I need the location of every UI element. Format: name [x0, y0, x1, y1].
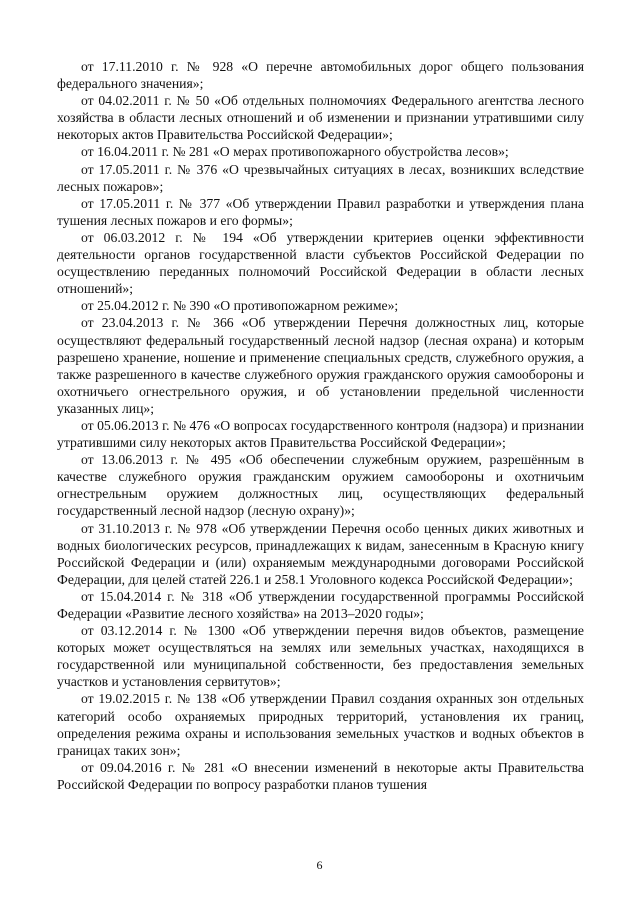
- paragraph-decree-50: от 04.02.2011 г. № 50 «Об отдельных полномочиях Федерального агентства лесного хозяйства в области лесных отношений и об изменении и признании утратившими силу некоторых актов Правительства Российской Федерации»;: [57, 93, 584, 143]
- paragraph-decree-377: от 17.05.2011 г. № 377 «Об утверждении Правил разработки и утверждения плана тушения лесных пожаров и его формы»;: [57, 195, 584, 228]
- paragraph-decree-376: от 17.05.2011 г. № 376 «О чрезвычайных ситуациях в лесах, возникших вследствие лесных пожаров»;: [57, 161, 584, 194]
- paragraph-decree-281-2016: от 09.04.2016 г. № 281 «О внесении изменений в некоторые акты Правительства Российской Федерации по вопросу разработки планов тушения: [57, 759, 584, 792]
- paragraph-decree-1300: от 03.12.2014 г. № 1300 «Об утверждении перечня видов объектов, размещение которых может осуществляться на землях или земельных участках, находящихся в государственной или муниципальной собственности, без предоставления земельных участков и установления сервитутов»;: [57, 623, 584, 690]
- paragraph-decree-194: от 06.03.2012 г. № 194 «Об утверждении критериев оценки эффективности деятельности органов государственной власти субъектов Российской Федерации по осуществлению переданных полномочий Российской Федерации в области лесных отношений»;: [57, 229, 584, 297]
- document-body: [57, 58, 584, 793]
- paragraph-decree-390: от 25.04.2012 г. № 390 «О противопожарном режиме»;: [81, 298, 399, 314]
- page-number: 6: [316, 858, 323, 872]
- paragraph-decree-476: от 05.06.2013 г. № 476 «О вопросах государственного контроля (надзора) и признании утратившими силу некоторых актов Правительства Российской Федерации»;: [57, 417, 584, 451]
- paragraph-decree-495: от 13.06.2013 г. № 495 «Об обеспечении служебным оружием, разрешённым в качестве служебного оружия гражданским оружием самообороны и охотничьим огнестрельным оружием должностных лиц, осуществляющих федеральный государственный лесной надзор (лесную охрану)»;: [57, 452, 584, 519]
- paragraph-decree-318: от 15.04.2014 г. № 318 «Об утверждении государственной программы Российской Федерации «Развитие лесного хозяйства» на 2013–2020 годы»;: [57, 588, 584, 621]
- paragraph-decree-928: от 17.11.2010 г. № 928 «О перечне автомобильных дорог общего пользования федерального значения»;: [57, 59, 584, 92]
- paragraph-decree-281-2011: от 16.04.2011 г. № 281 «О мерах противопожарного обустройства лесов»;: [81, 144, 509, 160]
- paragraph-decree-978: от 31.10.2013 г. № 978 «Об утверждении Перечня особо ценных диких животных и водных биологических ресурсов, принадлежащих к видам, занесенным в Красную книгу Российской Федерации и (или) охраняемым международными договорами Российской Федерации, для целей статей 226.1 и 258.1 Уголовного кодекса Российской Федерации»;: [57, 520, 584, 587]
- paragraph-decree-138: от 19.02.2015 г. № 138 «Об утверждении Правил создания охранных зон отдельных категорий особо охраняемых природных территорий, установления их границ, определения режима охраны и использования земельных участков и водных объектов в границах таких зон»;: [57, 691, 584, 758]
- paragraph-decree-366: от 23.04.2013 г. № 366 «Об утверждении Перечня должностных лиц, которые осуществляют федеральный государственный лесной надзор (лесная охрана) и которым разрешено хранение, ношение и применение специальных средств, служебного оружия, а также разрешенного в качестве служебного оружия гражданского оружия самообороны и охотничьего огнестрельного оружия, и об установлении предельной численности указанных лиц»;: [57, 315, 584, 416]
